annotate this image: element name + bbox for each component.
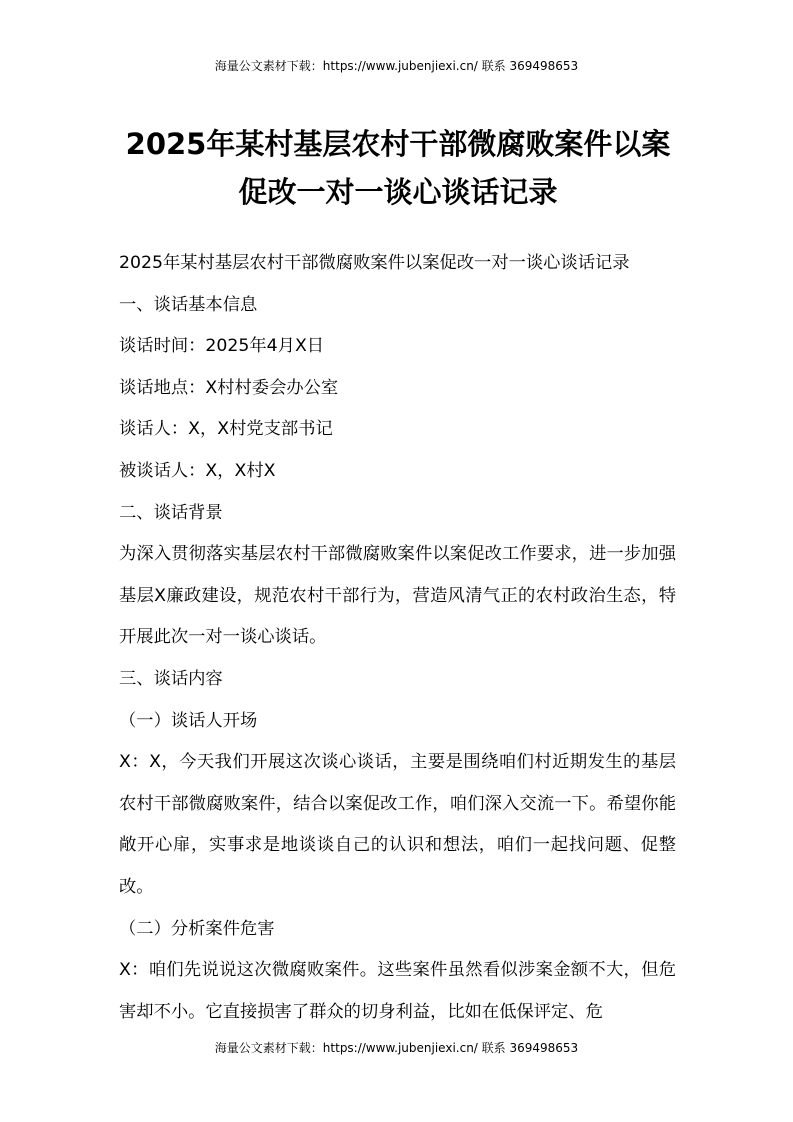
section-heading-content: 三、谈话内容 bbox=[119, 668, 223, 689]
paragraph-harm: X：咱们先说说这次微腐败案件。这些案件虽然看似涉案金额不大，但危害却不小。它直接损害了群众的切身利益，比如在低保评定、危 bbox=[119, 960, 676, 1022]
page-footer: 海量公文素材下载：https://www.jubenjiexi.cn/ 联系 369498653 bbox=[214, 1041, 579, 1055]
section-heading-background: 二、谈话背景 bbox=[119, 502, 223, 523]
section-heading-basic-info: 一、谈话基本信息 bbox=[119, 294, 258, 315]
title-line-1: 2025年某村基层农村干部微腐败案件以案 bbox=[125, 127, 671, 161]
paragraph-background: 为深入贯彻落实基层农村干部微腐败案件以案促改工作要求，进一步加强基层X廉政建设，规范农村干部行为，营造风清气正的农村政治生态，特开展此次一对一谈心谈话。 bbox=[119, 544, 676, 648]
paragraph-talk-location: 谈话地点：X村村委会办公室 bbox=[119, 377, 339, 398]
subsection-heading-opening: （一）谈话人开场 bbox=[119, 710, 258, 731]
paragraph-opening: X：X，今天我们开展这次谈心谈话，主要是围绕咱们村近期发生的基层农村干部微腐败案件，结合以案促改工作，咱们深入交流一下。希望你能敞开心扉，实事求是地谈谈自己的认识和想法，咱们一起找问题、促整改。 bbox=[119, 752, 676, 897]
document-body bbox=[119, 243, 676, 1033]
paragraph-interviewee: 被谈话人：X，X村X bbox=[119, 460, 276, 481]
subsection-heading-harm: （二）分析案件危害 bbox=[119, 918, 275, 939]
page-header: 海量公文素材下载：https://www.jubenjiexi.cn/ 联系 369498653 bbox=[214, 59, 579, 73]
paragraph-doc-name: 2025年某村基层农村干部微腐败案件以案促改一对一谈心谈话记录 bbox=[119, 253, 630, 273]
title-line-2: 促改一对一谈心谈话记录 bbox=[238, 175, 558, 209]
paragraph-talk-time: 谈话时间：2025年4月X日 bbox=[119, 336, 325, 357]
paragraph-talker: 谈话人：X，X村党支部书记 bbox=[119, 419, 333, 440]
document-title bbox=[118, 120, 678, 216]
